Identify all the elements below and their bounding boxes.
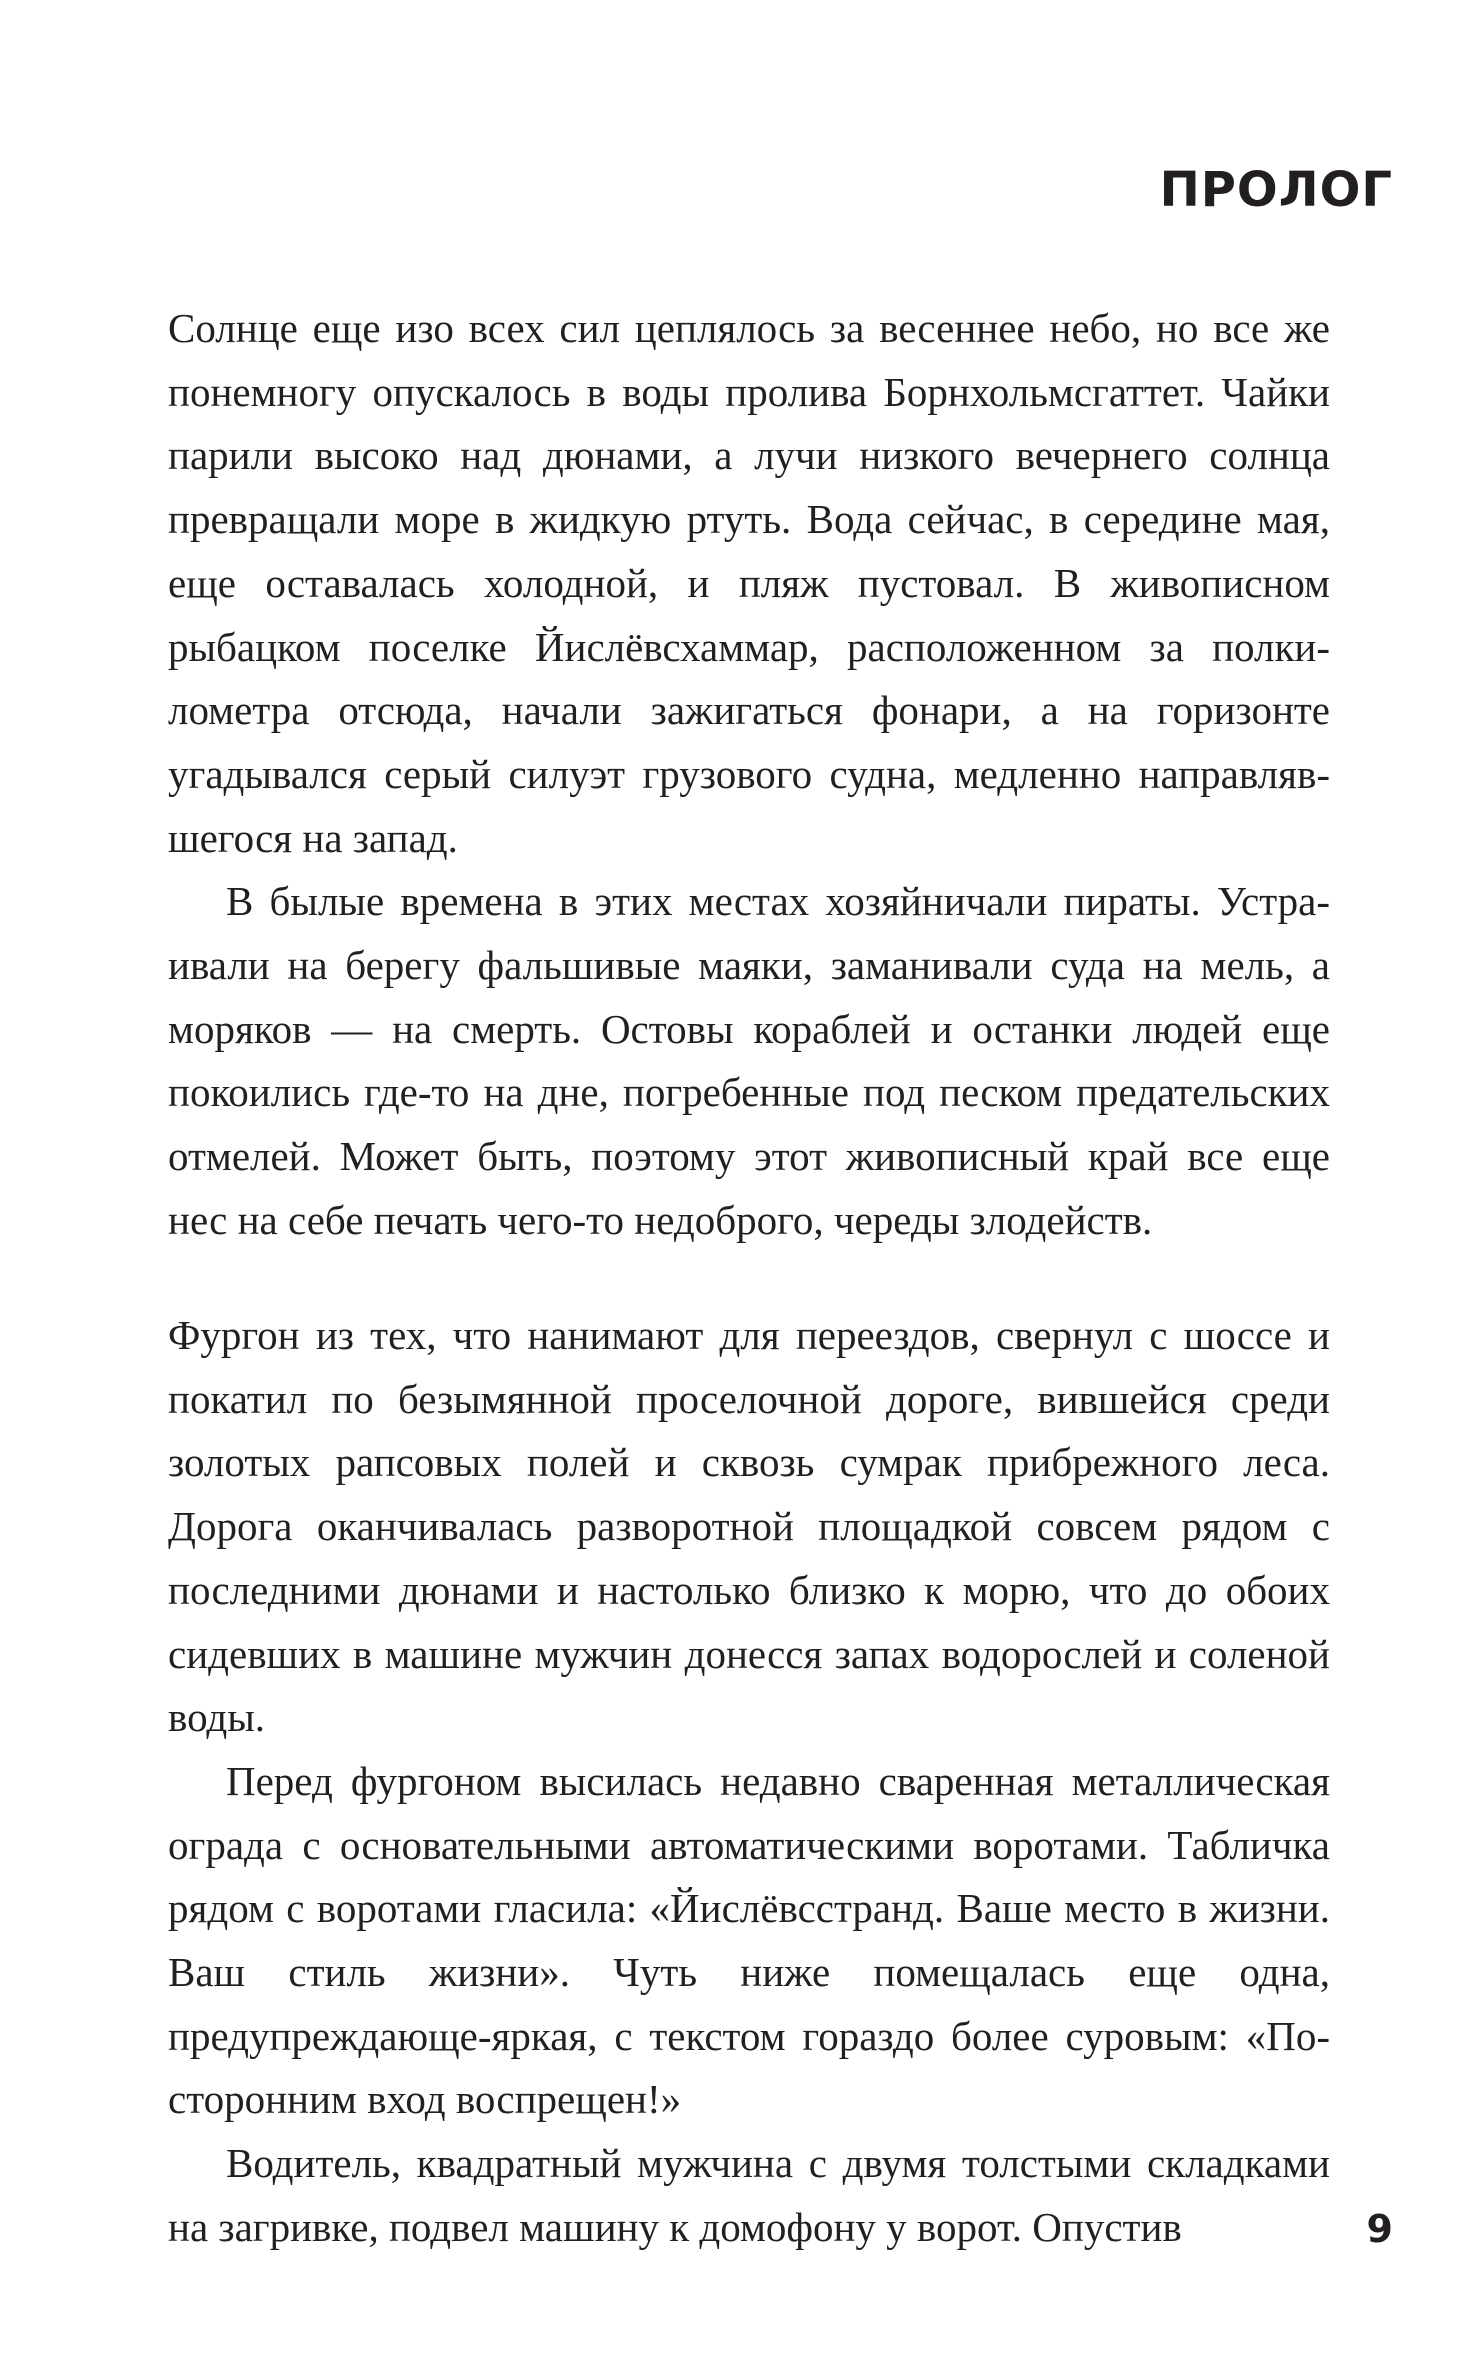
page-number: 9 — [1366, 2207, 1393, 2251]
paragraph: В былые времена в этих местах хозяйничали пираты. Устраивали на берегу фальшивые маяки, заманивали суда на мель, а моряков — на смерть. Остовы кораблей и останки людей еще покоились где-то на дне, погребенные под песком предательских отмелей. Может быть, поэтому этот живописный край все еще нес на себе печать чего-то недоброго, череды злодейств. — [168, 878, 1330, 1243]
section-2-text — [168, 1304, 1330, 2260]
paragraph: Перед фургоном высилась недавно сваренная металлическая ограда с основательными автоматическими воротами. Табличка рядом с воротами гласила: «Йислёвсстранд. Ваше место в жизни. Ваш стиль жизни». Чуть ниже помещалась еще одна, предупреждающе-яркая, с текстом гораздо более суровым: «Посторонним вход воспрещен!» — [168, 1757, 1330, 2123]
paragraph: Водитель, квадратный мужчина с двумя толстыми складками на загривке, подвел машину к домофону у ворот. Опустив — [168, 2140, 1330, 2250]
section-1-text — [168, 297, 1330, 1253]
chapter-title: ПРОЛОГ — [1159, 162, 1393, 218]
paragraph: Солнце еще изо всех сил цеплялось за весеннее небо, но все же понемногу опускалось в воды пролива Борнхольмсгаттет. Чайки парили высоко над дюнами, а лучи низкого вечернего солнца превращали море в жидкую ртуть. Вода сейчас, в середине мая, еще оставалась холодной, и пляж пустовал. В живописном рыбацком поселке Йислёвсхаммар, расположенном за полкилометра отсюда, начали зажигаться фонари, а на горизонте угадывался серый силуэт грузового судна, медленно направлявшегося на запад. — [168, 305, 1330, 861]
paragraph: Фургон из тех, что нанимают для переездов, свернул с шоссе и покатил по безымянной проселочной дороге, вившейся среди золотых рапсовых полей и сквозь сумрак прибрежного леса. Дорога оканчивалась разворотной площадкой совсем рядом с последними дюнами и настолько близко к морю, что до обоих сидевших в машине мужчин донесся запах водорослей и соленой воды. — [168, 1312, 1330, 1741]
